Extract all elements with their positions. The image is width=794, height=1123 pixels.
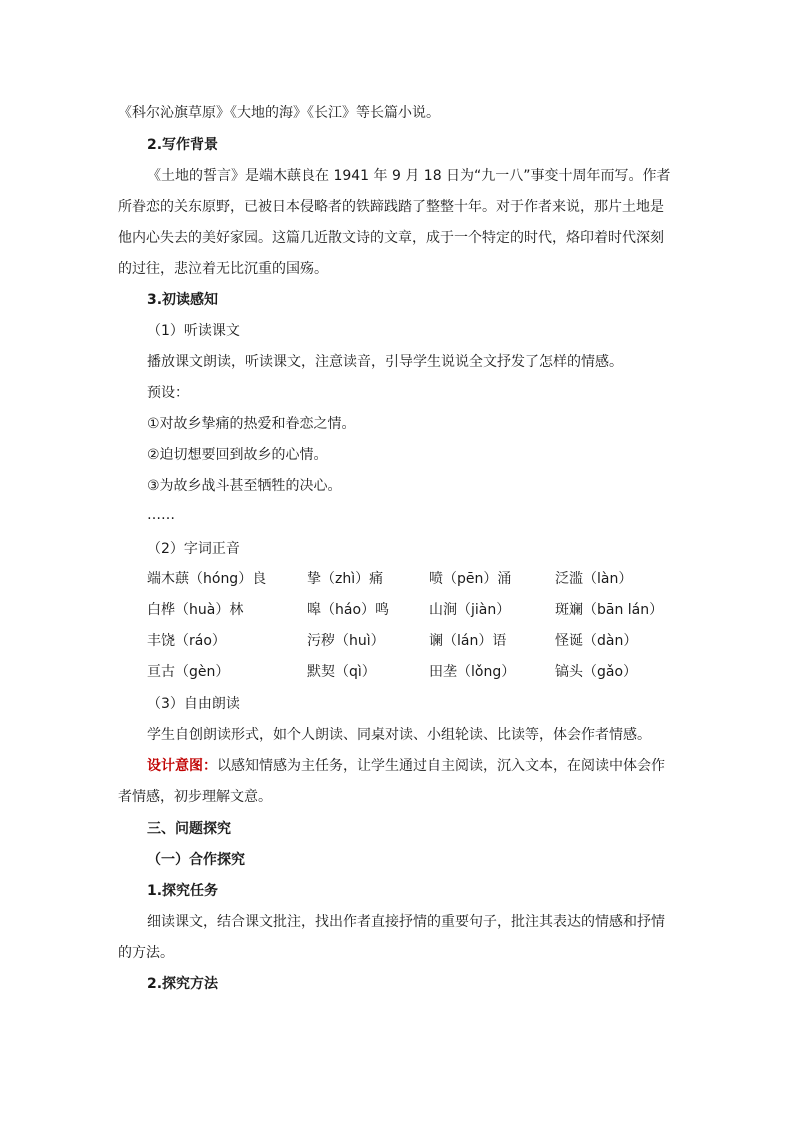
design-intent-line-1 — [147, 757, 665, 775]
preset-label: 预设： — [147, 385, 189, 401]
task-paragraph-line-1: 细读课文，结合课文批注，找出作者直接抒情的重要句子，批注其表达的情感和抒情 — [147, 914, 665, 930]
word-cell: 泛滥（làn） — [555, 571, 633, 587]
word-cell: 挚（zhì）痛 — [307, 571, 384, 587]
heading-first-reading: 3.初读感知 — [147, 292, 219, 308]
word-cell: 默契（qì） — [307, 664, 376, 680]
subheading-listen: （1）听读课文 — [147, 323, 240, 339]
word-cell: 亘古（gèn） — [147, 664, 230, 680]
background-paragraph-line-3: 他内心失去的美好家园。这篇几近散文诗的文章，成于一个特定的时代，烙印着时代深刻 — [118, 230, 664, 246]
word-cell: 怪诞（dàn） — [555, 633, 638, 649]
design-intent-line-2: 者情感，初步理解文意。 — [118, 789, 272, 805]
listen-instruction: 播放课文朗读，听读课文，注意读音，引导学生说说全文抒发了怎样的情感。 — [147, 354, 623, 370]
subheading-pronunciation: （2）字词正音 — [147, 541, 240, 557]
word-cell: 端木蕻（hóng）良 — [147, 571, 267, 587]
preset-option-2: ②迫切想要回到故乡的心情。 — [147, 447, 328, 463]
word-cell: 喷（pēn）涌 — [429, 571, 512, 587]
subsection-cooperative-inquiry: （一）合作探究 — [147, 852, 245, 868]
word-cell: 田垄（lǒng） — [429, 664, 516, 680]
word-cell: 镐头（gǎo） — [555, 664, 638, 680]
word-cell: 污秽（huì） — [307, 633, 385, 649]
heading-inquiry-task: 1.探究任务 — [147, 883, 219, 899]
word-cell: 嗥（háo）鸣 — [307, 602, 390, 618]
section-problem-inquiry: 三、问题探究 — [147, 821, 231, 837]
ellipsis: …… — [147, 507, 175, 523]
word-cell: 白桦（huà）林 — [147, 602, 244, 618]
preset-option-3: ③为故乡战斗甚至牺牲的决心。 — [147, 478, 342, 494]
design-intent-label: 设计意图： — [147, 758, 217, 774]
word-cell: 斑斓（bān lán） — [555, 602, 664, 618]
intro-line: 《科尔沁旗草原》《大地的海》《长江》等长篇小说。 — [118, 105, 440, 121]
word-cell: 丰饶（ráo） — [147, 633, 226, 649]
free-reading-instruction: 学生自创朗读形式，如个人朗读、同桌对读、小组轮读、比读等，体会作者情感。 — [147, 727, 651, 743]
design-intent-text: 以感知情感为主任务，让学生通过自主阅读，沉入文本，在阅读中体会作 — [217, 758, 665, 774]
preset-option-1: ①对故乡挚痛的热爱和眷恋之情。 — [147, 416, 356, 432]
heading-writing-background: 2.写作背景 — [147, 137, 219, 153]
word-cell: 谰（lán）语 — [429, 633, 507, 649]
background-paragraph-line-1: 《土地的誓言》是端木蕻良在 1941 年 9 月 18 日为“九一八”事变十周年而写。作者 — [147, 168, 671, 184]
subheading-free-reading: （3）自由朗读 — [147, 696, 240, 712]
word-cell: 山涧（jiàn） — [429, 602, 511, 618]
background-paragraph-line-4: 的过往，悲泣着无比沉重的国殇。 — [118, 261, 328, 277]
background-paragraph-line-2: 所眷恋的关东原野，已被日本侵略者的铁蹄践踏了整整十年。对于作者来说，那片土地是 — [118, 199, 664, 215]
task-paragraph-line-2: 的方法。 — [118, 945, 174, 961]
heading-inquiry-method: 2.探究方法 — [147, 976, 219, 992]
